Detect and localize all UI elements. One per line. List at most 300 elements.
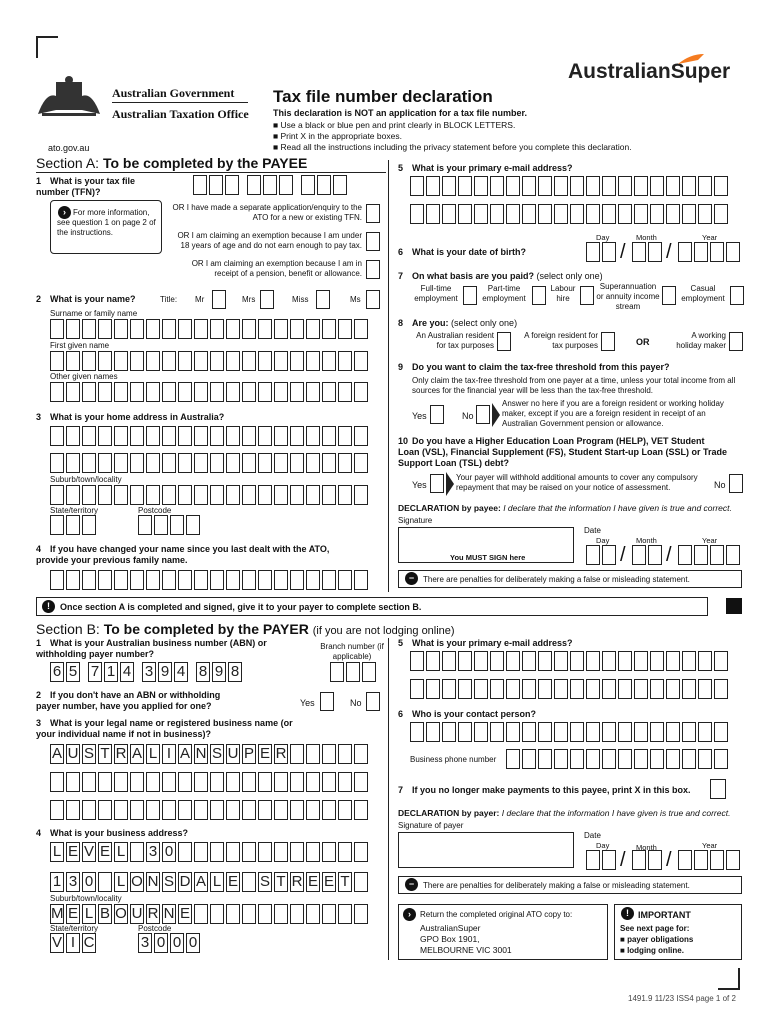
char-box[interactable] — [322, 570, 336, 590]
char-box[interactable] — [426, 176, 440, 196]
char-box[interactable] — [258, 772, 272, 792]
title-mr-checkbox[interactable] — [212, 290, 226, 309]
char-box[interactable] — [114, 319, 128, 339]
char-box[interactable]: L — [50, 842, 64, 862]
pay-basis-fulltime-checkbox[interactable] — [463, 286, 477, 305]
char-box[interactable] — [682, 651, 696, 671]
payee-date-day[interactable] — [586, 545, 618, 565]
char-box[interactable] — [306, 453, 320, 473]
char-box[interactable] — [618, 176, 632, 196]
char-box[interactable] — [226, 570, 240, 590]
char-box[interactable] — [98, 453, 112, 473]
char-box[interactable] — [474, 176, 488, 196]
char-box[interactable] — [290, 382, 304, 402]
char-box[interactable]: 9 — [158, 662, 172, 682]
char-box[interactable] — [538, 651, 552, 671]
char-box[interactable]: O — [131, 873, 143, 890]
char-box[interactable] — [586, 242, 600, 262]
char-box[interactable] — [698, 651, 712, 671]
char-box[interactable] — [274, 382, 288, 402]
char-box[interactable] — [306, 570, 320, 590]
char-box[interactable] — [634, 204, 648, 224]
other-names-boxes[interactable] — [50, 382, 370, 402]
char-box[interactable] — [726, 545, 740, 565]
char-box[interactable]: S — [163, 873, 174, 890]
char-box[interactable] — [648, 242, 662, 262]
char-box[interactable] — [242, 570, 256, 590]
char-box[interactable] — [114, 772, 128, 792]
address-line-1-boxes[interactable] — [50, 426, 370, 446]
char-box[interactable]: A — [131, 745, 142, 762]
char-box[interactable] — [554, 749, 568, 769]
char-box[interactable] — [114, 382, 128, 402]
char-box[interactable] — [242, 426, 256, 446]
char-box[interactable] — [506, 176, 520, 196]
char-box[interactable] — [226, 800, 240, 820]
char-box[interactable] — [306, 351, 320, 371]
char-box[interactable] — [274, 485, 288, 505]
char-box[interactable] — [130, 842, 144, 862]
char-box[interactable] — [242, 842, 256, 862]
char-box[interactable] — [146, 772, 160, 792]
char-box[interactable] — [178, 842, 192, 862]
char-box[interactable]: 7 — [88, 662, 102, 682]
char-box[interactable] — [50, 485, 64, 505]
q9-no-checkbox[interactable] — [476, 405, 490, 424]
char-box[interactable] — [274, 426, 288, 446]
char-box[interactable] — [714, 749, 728, 769]
char-box[interactable] — [290, 351, 304, 371]
char-box[interactable] — [178, 351, 192, 371]
char-box[interactable] — [98, 426, 112, 446]
char-box[interactable] — [258, 485, 272, 505]
char-box[interactable] — [338, 485, 352, 505]
char-box[interactable] — [290, 485, 304, 505]
char-box[interactable] — [194, 842, 208, 862]
b-email-boxes-1[interactable] — [410, 651, 730, 671]
char-box[interactable] — [354, 453, 368, 473]
char-box[interactable] — [632, 850, 646, 870]
char-box[interactable] — [210, 842, 224, 862]
char-box[interactable]: 8 — [196, 662, 210, 682]
char-box[interactable] — [354, 772, 368, 792]
tfn-digit[interactable] — [209, 175, 223, 195]
char-box[interactable] — [274, 570, 288, 590]
char-box[interactable] — [506, 749, 520, 769]
legal-name-boxes-2[interactable] — [50, 772, 370, 792]
char-box[interactable]: E — [307, 873, 318, 890]
char-box[interactable] — [522, 722, 536, 742]
char-box[interactable]: R — [115, 745, 127, 762]
char-box[interactable] — [602, 749, 616, 769]
char-box[interactable] — [274, 772, 288, 792]
char-box[interactable] — [130, 800, 144, 820]
char-box[interactable] — [570, 176, 584, 196]
char-box[interactable] — [710, 545, 724, 565]
char-box[interactable] — [330, 662, 344, 682]
char-box[interactable] — [648, 545, 662, 565]
char-box[interactable] — [602, 242, 616, 262]
pay-basis-parttime-checkbox[interactable] — [532, 286, 546, 305]
char-box[interactable] — [666, 176, 680, 196]
char-box[interactable] — [474, 651, 488, 671]
char-box[interactable] — [650, 722, 664, 742]
char-box[interactable] — [410, 176, 424, 196]
char-box[interactable] — [634, 749, 648, 769]
char-box[interactable] — [130, 319, 144, 339]
char-box[interactable] — [98, 872, 112, 892]
char-box[interactable]: U — [227, 745, 239, 762]
char-box[interactable] — [274, 904, 288, 924]
char-box[interactable] — [632, 242, 646, 262]
char-box[interactable] — [322, 485, 336, 505]
char-box[interactable] — [210, 485, 224, 505]
char-box[interactable] — [354, 744, 368, 764]
char-box[interactable]: 3 — [146, 842, 160, 862]
char-box[interactable] — [338, 319, 352, 339]
char-box[interactable] — [258, 319, 272, 339]
char-box[interactable] — [290, 904, 304, 924]
char-box[interactable]: S — [259, 873, 270, 890]
char-box[interactable] — [442, 176, 456, 196]
b-state-boxes[interactable] — [50, 933, 98, 953]
char-box[interactable] — [338, 744, 352, 764]
char-box[interactable] — [490, 176, 504, 196]
char-box[interactable] — [290, 426, 304, 446]
char-box[interactable] — [66, 351, 80, 371]
char-box[interactable] — [554, 722, 568, 742]
char-box[interactable] — [490, 651, 504, 671]
char-box[interactable] — [258, 382, 272, 402]
char-box[interactable] — [726, 242, 740, 262]
char-box[interactable] — [698, 176, 712, 196]
char-box[interactable] — [338, 842, 352, 862]
title-ms-checkbox[interactable] — [366, 290, 380, 309]
char-box[interactable]: D — [179, 873, 191, 890]
char-box[interactable] — [210, 319, 224, 339]
char-box[interactable] — [178, 772, 192, 792]
char-box[interactable] — [162, 351, 176, 371]
char-box[interactable]: M — [51, 905, 64, 922]
char-box[interactable] — [682, 722, 696, 742]
char-box[interactable]: O — [115, 905, 127, 922]
char-box[interactable] — [474, 679, 488, 699]
char-box[interactable] — [242, 772, 256, 792]
char-box[interactable]: R — [147, 905, 159, 922]
char-box[interactable]: 0 — [154, 933, 168, 953]
char-box[interactable] — [162, 485, 176, 505]
char-box[interactable] — [50, 772, 64, 792]
char-box[interactable] — [154, 515, 168, 535]
business-address-line-2[interactable] — [50, 872, 370, 892]
payer-date-month[interactable] — [632, 850, 664, 870]
char-box[interactable] — [322, 744, 336, 764]
char-box[interactable] — [618, 679, 632, 699]
q10-no-checkbox[interactable] — [729, 474, 743, 493]
surname-boxes[interactable] — [50, 319, 370, 339]
char-box[interactable] — [162, 772, 176, 792]
char-box[interactable] — [710, 850, 724, 870]
char-box[interactable] — [146, 319, 160, 339]
char-box[interactable] — [602, 722, 616, 742]
char-box[interactable] — [178, 426, 192, 446]
char-box[interactable] — [634, 651, 648, 671]
char-box[interactable] — [618, 204, 632, 224]
char-box[interactable] — [82, 453, 96, 473]
char-box[interactable] — [50, 319, 64, 339]
char-box[interactable] — [274, 351, 288, 371]
char-box[interactable] — [274, 842, 288, 862]
char-box[interactable] — [50, 570, 64, 590]
tfn-or-3-checkbox[interactable] — [366, 260, 380, 279]
char-box[interactable] — [258, 351, 272, 371]
char-box[interactable] — [178, 382, 192, 402]
char-box[interactable] — [258, 426, 272, 446]
char-box[interactable] — [666, 679, 680, 699]
char-box[interactable] — [442, 651, 456, 671]
char-box[interactable] — [162, 382, 176, 402]
char-box[interactable] — [648, 850, 662, 870]
char-box[interactable] — [82, 485, 96, 505]
char-box[interactable] — [354, 842, 368, 862]
char-box[interactable] — [694, 850, 708, 870]
char-box[interactable]: E — [99, 843, 110, 860]
char-box[interactable] — [82, 382, 96, 402]
char-box[interactable] — [114, 800, 128, 820]
char-box[interactable] — [650, 204, 664, 224]
char-box[interactable] — [82, 772, 96, 792]
char-box[interactable] — [538, 176, 552, 196]
char-box[interactable] — [322, 772, 336, 792]
char-box[interactable] — [522, 204, 536, 224]
char-box[interactable] — [194, 570, 208, 590]
char-box[interactable]: T — [98, 744, 112, 764]
payer-signature-box[interactable] — [398, 832, 574, 868]
char-box[interactable] — [242, 904, 256, 924]
char-box[interactable] — [490, 722, 504, 742]
char-box[interactable] — [666, 722, 680, 742]
char-box[interactable] — [714, 722, 728, 742]
char-box[interactable] — [194, 382, 208, 402]
char-box[interactable] — [130, 426, 144, 446]
char-box[interactable] — [474, 204, 488, 224]
char-box[interactable]: N — [195, 745, 207, 762]
payer-date-day[interactable] — [586, 850, 618, 870]
char-box[interactable] — [306, 904, 320, 924]
char-box[interactable] — [634, 176, 648, 196]
char-box[interactable]: A — [195, 873, 206, 890]
tfn-digit[interactable] — [333, 175, 347, 195]
tfn-digit[interactable] — [279, 175, 293, 195]
char-box[interactable] — [710, 242, 724, 262]
char-box[interactable] — [570, 749, 584, 769]
char-box[interactable] — [82, 319, 96, 339]
char-box[interactable] — [554, 651, 568, 671]
business-address-line-1[interactable] — [50, 842, 370, 862]
char-box[interactable] — [146, 453, 160, 473]
state-boxes[interactable] — [50, 515, 98, 535]
char-box[interactable] — [66, 800, 80, 820]
address-line-2-boxes[interactable] — [50, 453, 370, 473]
char-box[interactable] — [306, 426, 320, 446]
char-box[interactable] — [290, 570, 304, 590]
char-box[interactable] — [306, 842, 320, 862]
char-box[interactable] — [506, 679, 520, 699]
char-box[interactable] — [322, 351, 336, 371]
char-box[interactable] — [410, 204, 424, 224]
char-box[interactable] — [210, 570, 224, 590]
char-box[interactable] — [490, 204, 504, 224]
char-box[interactable] — [698, 204, 712, 224]
char-box[interactable] — [570, 722, 584, 742]
char-box[interactable] — [178, 570, 192, 590]
char-box[interactable]: I — [66, 933, 80, 953]
char-box[interactable] — [354, 351, 368, 371]
char-box[interactable] — [570, 204, 584, 224]
char-box[interactable] — [602, 204, 616, 224]
res-working-holiday-checkbox[interactable] — [729, 332, 743, 351]
char-box[interactable]: T — [338, 872, 352, 892]
char-box[interactable] — [178, 319, 192, 339]
char-box[interactable] — [194, 904, 208, 924]
char-box[interactable] — [506, 651, 520, 671]
char-box[interactable]: E — [227, 873, 238, 890]
char-box[interactable] — [490, 679, 504, 699]
char-box[interactable] — [258, 453, 272, 473]
char-box[interactable] — [210, 904, 224, 924]
char-box[interactable] — [146, 351, 160, 371]
char-box[interactable]: 1 — [104, 662, 118, 682]
char-box[interactable] — [290, 319, 304, 339]
char-box[interactable]: R — [291, 873, 303, 890]
char-box[interactable] — [522, 679, 536, 699]
char-box[interactable] — [714, 176, 728, 196]
char-box[interactable] — [602, 850, 616, 870]
char-box[interactable] — [362, 662, 376, 682]
char-box[interactable] — [162, 319, 176, 339]
char-box[interactable] — [586, 722, 600, 742]
char-box[interactable]: 6 — [50, 662, 64, 682]
char-box[interactable] — [338, 453, 352, 473]
legal-name-boxes-1[interactable] — [50, 744, 370, 764]
char-box[interactable] — [242, 319, 256, 339]
suburb-boxes[interactable] — [50, 485, 370, 505]
char-box[interactable] — [178, 800, 192, 820]
char-box[interactable] — [170, 515, 184, 535]
char-box[interactable] — [82, 515, 96, 535]
char-box[interactable] — [226, 485, 240, 505]
char-box[interactable]: 4 — [120, 662, 134, 682]
char-box[interactable] — [322, 319, 336, 339]
char-box[interactable]: 3 — [138, 933, 152, 953]
char-box[interactable] — [682, 176, 696, 196]
char-box[interactable]: 3 — [142, 662, 156, 682]
char-box[interactable] — [678, 242, 692, 262]
char-box[interactable] — [66, 319, 80, 339]
char-box[interactable] — [426, 722, 440, 742]
char-box[interactable] — [634, 722, 648, 742]
char-box[interactable]: 0 — [186, 933, 200, 953]
phone-boxes[interactable] — [506, 749, 730, 769]
previous-name-boxes[interactable] — [50, 570, 370, 590]
char-box[interactable] — [130, 485, 144, 505]
email-boxes-1[interactable] — [410, 176, 730, 196]
char-box[interactable] — [162, 570, 176, 590]
char-box[interactable] — [678, 850, 692, 870]
char-box[interactable]: L — [82, 904, 96, 924]
char-box[interactable] — [242, 453, 256, 473]
char-box[interactable]: 8 — [228, 662, 242, 682]
char-box[interactable] — [338, 570, 352, 590]
char-box[interactable] — [442, 679, 456, 699]
char-box[interactable] — [82, 570, 96, 590]
char-box[interactable]: S — [211, 745, 222, 762]
char-box[interactable] — [458, 651, 472, 671]
char-box[interactable] — [586, 850, 600, 870]
char-box[interactable] — [114, 426, 128, 446]
char-box[interactable] — [242, 485, 256, 505]
char-box[interactable] — [50, 800, 64, 820]
char-box[interactable] — [98, 772, 112, 792]
char-box[interactable] — [242, 382, 256, 402]
char-box[interactable] — [602, 176, 616, 196]
char-box[interactable]: 5 — [66, 662, 80, 682]
char-box[interactable] — [114, 453, 128, 473]
char-box[interactable] — [98, 382, 112, 402]
char-box[interactable] — [354, 485, 368, 505]
char-box[interactable] — [114, 485, 128, 505]
title-mrs-checkbox[interactable] — [260, 290, 274, 309]
char-box[interactable] — [258, 800, 272, 820]
char-box[interactable] — [586, 545, 600, 565]
char-box[interactable]: U — [131, 905, 143, 922]
char-box[interactable] — [474, 722, 488, 742]
char-box[interactable] — [426, 651, 440, 671]
char-box[interactable] — [130, 570, 144, 590]
char-box[interactable] — [194, 772, 208, 792]
char-box[interactable] — [82, 426, 96, 446]
char-box[interactable] — [210, 382, 224, 402]
char-box[interactable] — [194, 485, 208, 505]
char-box[interactable]: A — [51, 745, 62, 762]
char-box[interactable] — [226, 319, 240, 339]
tfn-boxes[interactable] — [193, 175, 349, 195]
char-box[interactable] — [194, 351, 208, 371]
char-box[interactable] — [290, 772, 304, 792]
char-box[interactable] — [130, 351, 144, 371]
abn-boxes[interactable] — [50, 662, 250, 682]
branch-boxes[interactable] — [330, 662, 378, 682]
postcode-boxes[interactable] — [138, 515, 202, 535]
char-box[interactable]: C — [83, 934, 95, 951]
char-box[interactable]: L — [210, 872, 224, 892]
char-box[interactable] — [650, 176, 664, 196]
char-box[interactable]: E — [259, 745, 270, 762]
char-box[interactable] — [274, 800, 288, 820]
dob-month-boxes[interactable] — [632, 242, 664, 262]
char-box[interactable] — [538, 204, 552, 224]
char-box[interactable] — [522, 651, 536, 671]
char-box[interactable]: L — [114, 842, 128, 862]
char-box[interactable] — [586, 176, 600, 196]
char-box[interactable] — [194, 319, 208, 339]
char-box[interactable] — [226, 904, 240, 924]
char-box[interactable] — [146, 485, 160, 505]
char-box[interactable]: B — [99, 905, 110, 922]
tfn-digit[interactable] — [225, 175, 239, 195]
char-box[interactable] — [714, 204, 728, 224]
char-box[interactable] — [162, 800, 176, 820]
